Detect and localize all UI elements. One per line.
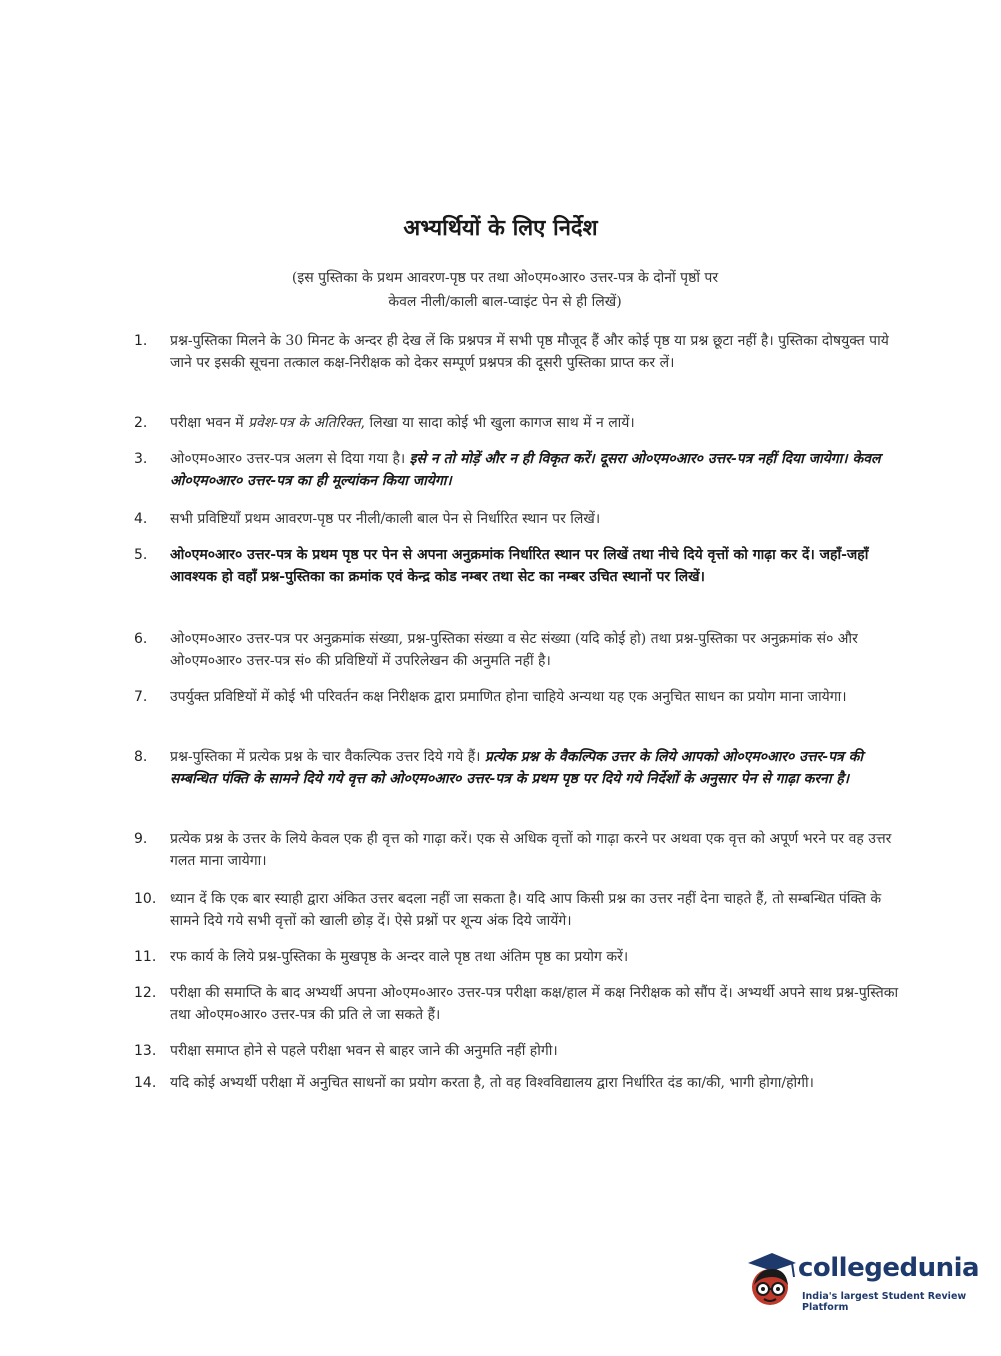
page-title: अभ्यर्थियों के लिए निर्देश xyxy=(403,215,598,241)
instruction-item xyxy=(134,982,904,1026)
instruction-text-emphasis: इसे न तो मोड़ें और न ही विकृत करें। दूसरा ओ०एम०आर० उत्तर-पत्र नहीं दिया जायेगा। केवल ओ०एम०आर० उत्तर-पत्र का ही मूल्यांकन किया जायेगा। xyxy=(170,451,881,489)
instruction-text: प्रश्न-पुस्तिका मिलने के 30 मिनट के अन्दर ही देख लें कि प्रश्नपत्र में सभी पृष्ठ मौजूद हैं और कोई पृष्ठ या प्रश्न छूटा नहीं है। पुस्तिका दोषयुक्त पाये जाने पर इसकी सूचना तत्काल कक्ष-निरीक्षक को देकर सम्पूर्ण प्रश्नपत्र की दूसरी पुस्तिका प्राप्त कर लें। xyxy=(170,333,889,371)
instruction-item xyxy=(134,686,904,708)
instruction-item xyxy=(134,412,904,434)
subtitle-line-2: केवल नीली/काली बाल-प्वाइंट पेन से ही लिखें) xyxy=(388,294,622,310)
instruction-number: 3. xyxy=(134,451,148,467)
instruction-item xyxy=(134,1072,904,1094)
instruction-number: 13. xyxy=(134,1043,157,1059)
instruction-text: ध्यान दें कि एक बार स्याही द्वारा अंकित उत्तर बदला नहीं जा सकता है। यदि आप किसी प्रश्न का उत्तर नहीं देना चाहते हैं, तो सम्बन्धित पंक्ति के सामने दिये गये सभी वृत्तों को खाली छोड़ दें। ऐसे प्रश्नों पर शून्य अंक दिये जायेंगे। xyxy=(170,891,882,929)
instruction-item xyxy=(134,746,904,790)
instruction-number: 12. xyxy=(134,985,157,1001)
instruction-text xyxy=(170,746,904,790)
page-subtitle xyxy=(200,266,810,314)
instruction-text: उपर्युक्त प्रविष्टियों में कोई भी परिवर्तन कक्ष निरीक्षक द्वारा प्रमाणित होना चाहिये अन्यथा यह एक अनुचित साधन का प्रयोग माना जायेगा। xyxy=(170,689,847,705)
instruction-item xyxy=(134,888,904,932)
instruction-item xyxy=(134,628,904,672)
instruction-item xyxy=(134,544,904,588)
instruction-item xyxy=(134,946,904,968)
instruction-text-part: प्रश्न-पुस्तिका में प्रत्येक प्रश्न के चार वैकल्पिक उत्तर दिये गये हैं। xyxy=(170,749,485,765)
instruction-text: यदि कोई अभ्यर्थी परीक्षा में अनुचित साधनों का प्रयोग करता है, तो वह विश्वविद्यालय द्वारा निर्धारित दंड का/की, भागी होगा/होगी। xyxy=(170,1075,814,1091)
instruction-text: रफ कार्य के लिये प्रश्न-पुस्तिका के मुखपृष्ठ के अन्दर वाले पृष्ठ तथा अंतिम पृष्ठ का प्रयोग करें। xyxy=(170,949,629,965)
instruction-item xyxy=(134,448,904,492)
instruction-number: 5. xyxy=(134,547,148,563)
instruction-number: 10. xyxy=(134,891,157,907)
subtitle-line-1: (इस पुस्तिका के प्रथम आवरण-पृष्ठ पर तथा ओ०एम०आर० उत्तर-पत्र के दोनों पृष्ठों पर xyxy=(291,270,719,286)
instruction-text: परीक्षा की समाप्ति के बाद अभ्यर्थी अपना ओ०एम०आर० उत्तर-पत्र परीक्षा कक्ष/हाल में कक्ष निरीक्षक को सौंप दें। अभ्यर्थी अपने साथ प्रश्न-पुस्तिका तथा ओ०एम०आर० उत्तर-पत्र की प्रति ले जा सकते हैं। xyxy=(170,985,899,1023)
instruction-text: प्रत्येक प्रश्न के उत्तर के लिये केवल एक ही वृत्त को गाढ़ा करें। एक से अधिक वृत्तों को गाढ़ा करने पर अथवा एक वृत्त को अपूर्ण भरने पर वह उत्तर गलत माना जायेगा। xyxy=(170,831,892,869)
instruction-text xyxy=(170,448,904,492)
instruction-item xyxy=(134,828,904,872)
instruction-item xyxy=(134,1040,904,1062)
instruction-number: 7. xyxy=(134,689,148,705)
instruction-number: 8. xyxy=(134,749,148,765)
instruction-number: 2. xyxy=(134,415,148,431)
instruction-number: 4. xyxy=(134,511,148,527)
instruction-text: परीक्षा समाप्त होने से पहले परीक्षा भवन से बाहर जाने की अनुमति नहीं होगी। xyxy=(170,1043,558,1059)
instruction-text-part: परीक्षा भवन में xyxy=(170,415,249,431)
collegedunia-mascot-icon xyxy=(742,1251,800,1309)
instruction-number: 1. xyxy=(134,333,148,349)
instruction-text-part: ओ०एम०आर० उत्तर-पत्र अलग से दिया गया है। xyxy=(170,451,410,467)
collegedunia-watermark xyxy=(742,1245,980,1315)
instruction-text: ओ०एम०आर० उत्तर-पत्र के प्रथम पृष्ठ पर पेन से अपना अनुक्रमांक निर्धारित स्थान पर लिखें तथा नीचे दिये वृत्तों को गाढ़ा कर दें। जहाँ-जहाँ आवश्यक हो वहाँ प्रश्न-पुस्तिका का क्रमांक एवं केन्द्र कोड नम्बर तथा सेट का नम्बर उचित स्थानों पर लिखें। xyxy=(170,547,869,585)
instruction-number: 11. xyxy=(134,949,157,965)
instruction-text-emphasis: प्रवेश-पत्र के अतिरिक्त xyxy=(248,415,361,431)
instruction-number: 9. xyxy=(134,831,148,847)
brand-tagline: India's largest Student Review Platform xyxy=(802,1291,967,1313)
instruction-number: 6. xyxy=(134,631,148,647)
instruction-item xyxy=(134,508,904,530)
instruction-text-emphasis: प्रत्येक प्रश्न के वैकल्पिक उत्तर के लिये आपको ओ०एम०आर० उत्तर-पत्र की सम्बन्धित पंक्ति के सामने दिये गये वृत्त को ओ०एम०आर० उत्तर-पत्र के प्रथम पृष्ठ पर दिये गये निर्देशों के अनुसार पेन से गाढ़ा करना है। xyxy=(170,749,863,787)
instruction-text xyxy=(170,412,635,434)
brand-name: collegedunia xyxy=(798,1253,980,1283)
instruction-text: सभी प्रविष्टियाँ प्रथम आवरण-पृष्ठ पर नीली/काली बाल पेन से निर्धारित स्थान पर लिखें। xyxy=(170,511,601,527)
instruction-item xyxy=(134,330,904,374)
instruction-text-part: , लिखा या सादा कोई भी खुला कागज साथ में न लायें। xyxy=(360,415,635,431)
instruction-number: 14. xyxy=(134,1075,157,1091)
instruction-text: ओ०एम०आर० उत्तर-पत्र पर अनुक्रमांक संख्या, प्रश्न-पुस्तिका संख्या व सेट संख्या (यदि कोई हो) तथा प्रश्न-पुस्तिका पर अनुक्रमांक सं० और ओ०एम०आर० उत्तर-पत्र सं० की प्रविष्टियों में उपरिलेखन की अनुमति नहीं है। xyxy=(170,631,858,669)
